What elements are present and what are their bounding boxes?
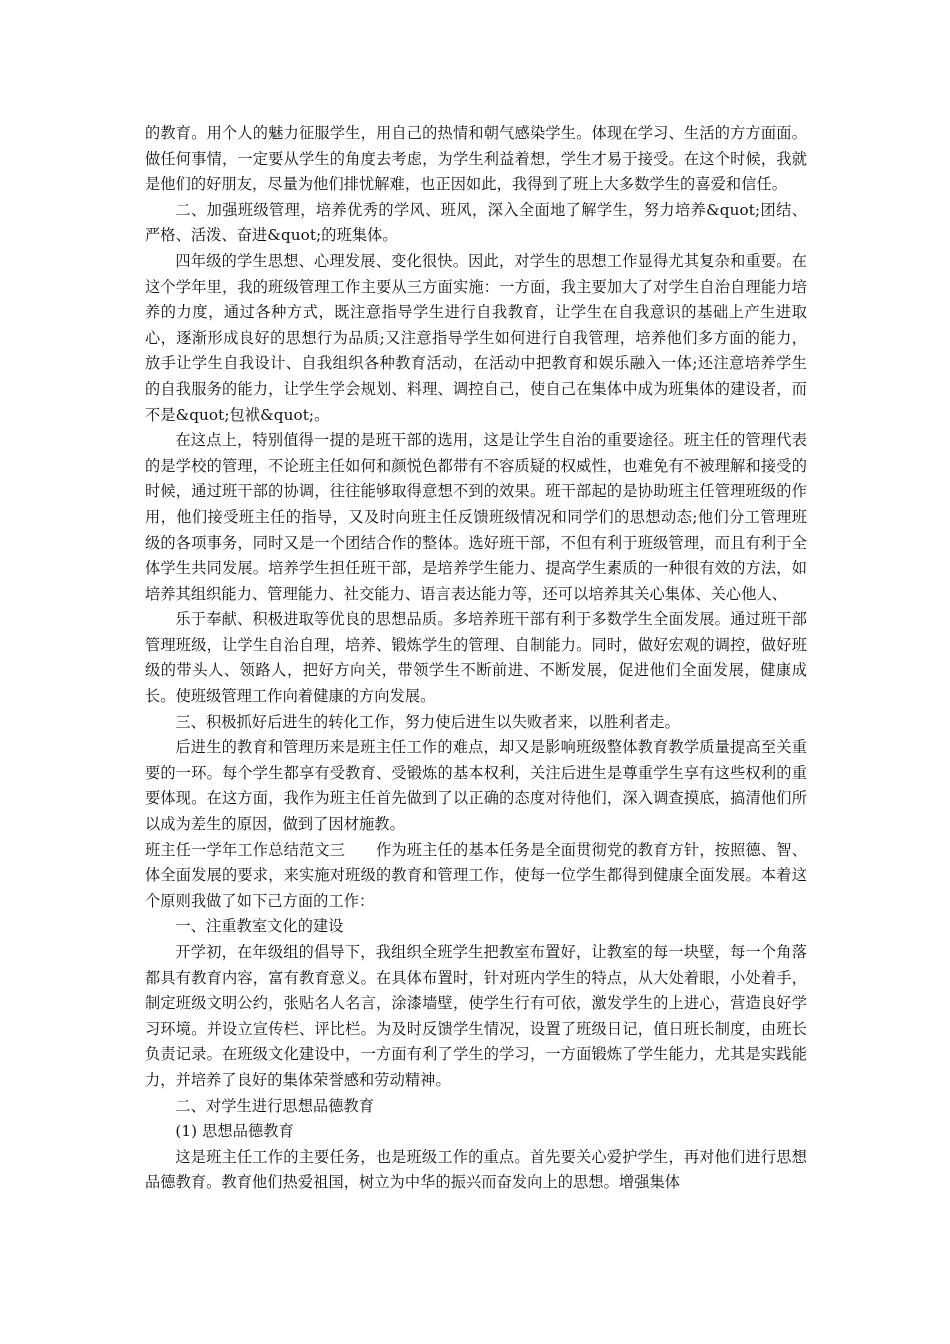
paragraph-moral-education: 这是班主任工作的主要任务，也是班级工作的重点。首先要关心爱护学生，再对他们进行思想品德教育。教育他们热爱祖国，树立为中华的振兴而奋发向上的思想。增强集体: [145, 1147, 807, 1192]
subheading-moral-education: (1) 思想品德教育: [175, 1122, 294, 1141]
heading-moral-education: 二、对学生进行思想品德教育: [175, 1096, 375, 1115]
heading-classroom-culture: 一、注重教室文化的建设: [175, 917, 344, 936]
paragraph-grade-four: 四年级的学生思想、心理发展、变化很快。因此，对学生的思想工作显得尤其复杂和重要。在这个学年里，我的班级管理工作主要从三方面实施：一方面，我主要加大了对学生自治自理能力培养的力度，通过各种方式，既注意指导学生进行自我教育，让学生在自我意识的基础上产生进取心，逐渐形成良好的思想行为品质;又注意指导学生如何进行自我管理，培养他们多方面的能力，放手让学生自我设计、自我组织各种教育活动，在活动中把教育和娱乐融入一体;还注意培养学生的自我服务的能力，让学生学会规划、料理、调控自己，使自己在集体中成为班集体的建设者，而不是&quot;包袱&quot;。: [145, 251, 807, 424]
paragraph-lagging-students: 后进生的教育和管理历来是班主任工作的难点，却又是影响班级整体教育教学质量提高至关重要的一环。每个学生都享有受教育、受锻炼的基本权利，关注后进生是尊重学生享有这些权利的重要体现。在这方面，我作为班主任首先做到了以正确的态度对待他们，深入调查摸底，搞清他们所以成为差生的原因，做到了因材施教。: [145, 738, 807, 834]
heading-class-management: 二、加强班级管理，培养优秀的学风、班风，深入全面地了解学生，努力培养&quot;团结、严格、活泼、奋进&quot;的班集体。: [145, 200, 807, 245]
paragraph-class-cadres: 在这点上，特别值得一提的是班干部的选用，这是让学生自治的重要途径。班主任的管理代表的是学校的管理，不论班主任如何和颜悦色都带有不容质疑的权威性，也难免有不被理解和接受的时候，通过班干部的协调，往往能够取得意想不到的效果。班干部起的是协助班主任管理班级的作用，他们接受班主任的指导，又及时向班主任反馈班级情况和同学们的思想动态;他们分工管理班级的各项事务，同时又是一个团结合作的整体。选好班干部，不但有利于班级管理，而且有利于全体学生共同发展。培养学生担任班干部，是培养学生能力、提高学生素质的一种很有效的方法，如培养其组织能力、管理能力、社交能力、语言表达能力等，还可以培养其关心集体、关心他人、: [145, 431, 807, 603]
paragraph-intro: 的教育。用个人的魅力征服学生，用自己的热情和朝气感染学生。体现在学习、生活的方方面面。做任何事情，一定要从学生的角度去考虑，为学生利益着想，学生才易于接受。在这个时候，我就是他们的好朋友，尽量为他们排忧解难，也正因如此，我得到了班上大多数学生的喜爱和信任。: [145, 124, 807, 194]
document-page: [145, 121, 807, 1196]
paragraph-summary-three: 班主任一学年工作总结范文三 作为班主任的基本任务是全面贯彻党的教育方针，按照德、智、体全面发展的要求，来实施对班级的教育和管理工作，使每一位学生都得到健康全面发展。本着这个原则我做了如下己方面的工作：: [145, 840, 807, 910]
paragraph-classroom-culture: 开学初，在年级组的倡导下，我组织全班学生把教室布置好，让教室的每一块壁，每一个角落都具有教育内容，富有教育意义。在具体布置时，针对班内学生的特点，从大处着眼，小处着手，制定班级文明公约，张贴名人名言，涂漆墙壁，使学生行有可依，激发学生的上进心，营造良好学习环境。并设立宣传栏、评比栏。为及时反馈学生情况，设置了班级日记，值日班长制度，由班长负责记录。在班级文化建设中，一方面有利了学生的学习，一方面锻炼了学生能力，尤其是实践能力，并培养了良好的集体荣誉感和劳动精神。: [145, 943, 807, 1089]
heading-lagging-students: 三、积极抓好后进生的转化工作，努力使后进生以失败者来，以胜利者走。: [175, 712, 680, 731]
paragraph-dedication: 乐于奉献、积极进取等优良的思想品质。多培养班干部有利于多数学生全面发展。通过班干部管理班级，让学生自治自理，培养、锻炼学生的管理、自制能力。同时，做好宏观的调控，做好班级的带头人、领路人，把好方向关，带领学生不断前进、不断发展，促进他们全面发展，健康成长。使班级管理工作向着健康的方向发展。: [145, 610, 807, 706]
